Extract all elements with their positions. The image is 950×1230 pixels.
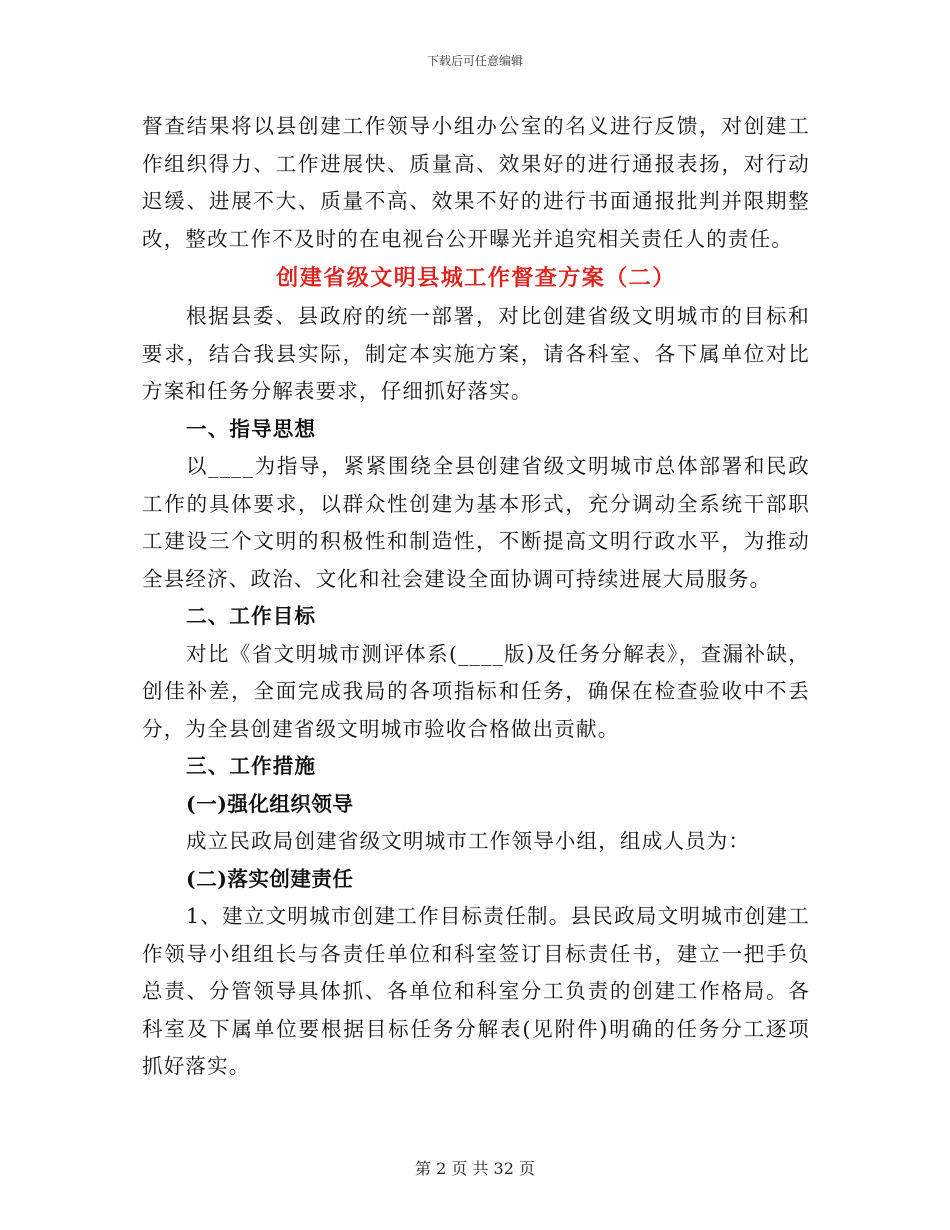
section-heading-work-measures: 三、工作措施 <box>186 754 317 778</box>
paragraph-guiding-thought: 以____为指导，紧紧围绕全县创建省级文明城市总体部署和民政工作的具体要求，以群众性创建为基本形式，充分调动全系统干部职工建设三个文明的积极性和制造性，不断提高文明行政水平，为推动全县经济、政治、文化和社会建设全面协调可持续进展大局服务。 <box>142 454 810 591</box>
paragraph-responsibility: 1、建立文明城市创建工作目标责任制。县民政局文明城市创建工作领导小组组长与各责任单位和科室签订目标责任书，建立一把手负总责、分管领导具体抓、各单位和科室分工负责的创建工作格局。各科室及下属单位要根据目标任务分解表(见附件)明确的任务分工逐项抓好落实。 <box>142 904 810 1078</box>
subsection-heading-organization: (一)强化组织领导 <box>186 791 354 816</box>
page-header-note: 下载后可任意编辑 <box>426 54 523 68</box>
section-heading-work-goal: 二、工作目标 <box>186 604 317 628</box>
page-footer-number: 第 2 页 共 32 页 <box>415 1159 535 1178</box>
paragraph-feedback: 督查结果将以县创建工作领导小组办公室的名义进行反馈，对创建工作组织得力、工作进展快、质量高、效果好的进行通报表扬，对行动迟缓、进展不大、质量不高、效果不好的进行书面通报批判并限期整改，整改工作不及时的在电视台公开曝光并追究相关责任人的责任。 <box>142 114 810 251</box>
document-body <box>142 108 810 1086</box>
paragraph-organization: 成立民政局创建省级文明城市工作领导小组，组成人员为： <box>186 829 751 853</box>
document-title: 创建省级文明县城工作督查方案（二） <box>276 265 676 291</box>
paragraph-intro: 根据县委、县政府的统一部署，对比创建省级文明城市的目标和要求，结合我县实际，制定本实施方案，请各科室、各下属单位对比方案和任务分解表要求，仔细抓好落实。 <box>142 304 810 403</box>
subsection-heading-responsibility: (二)落实创建责任 <box>186 866 354 891</box>
section-heading-guiding-thought: 一、指导思想 <box>186 416 317 441</box>
paragraph-work-goal: 对比《省文明城市测评体系(____版)及任务分解表》，查漏补缺，创佳补差，全面完成我局的各项指标和任务，确保在检查验收中不丢分，为全县创建省级文明城市验收合格做出贡献。 <box>142 641 810 741</box>
